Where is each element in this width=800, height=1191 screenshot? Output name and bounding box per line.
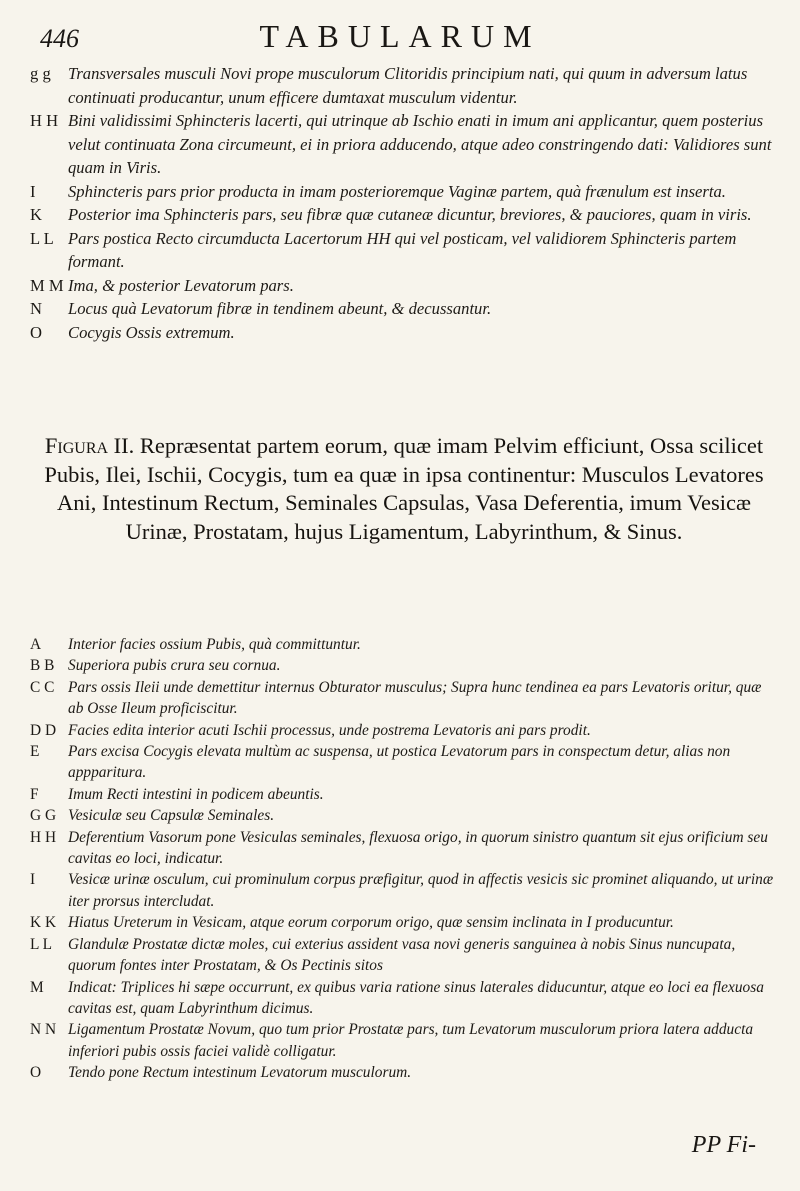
running-title: TABULARUM <box>259 18 541 54</box>
legend-text: Bini validissimi Sphincteris lacerti, qui utrinque ab Ischio enati in imum ani applicantur, quem posterius velut continuata Zona circumeunt, ei in priora adducendo, atque adeo constringendo dati: Validiores sunt quam in Viris. <box>68 111 772 177</box>
legend-text: Hiatus Ureterum in Vesicam, atque eorum corporum origo, quæ sensim inclinata in I producuntur. <box>68 914 674 932</box>
legend-text: Tendo pone Rectum intestinum Levatorum musculorum. <box>68 1064 412 1082</box>
legend-entry <box>30 805 778 826</box>
legend-text: Glandulæ Prostatæ dictæ moles, cui exterius assident vasa novi generis sanguinea à nobis Sinus nuncupata, quorum fontes inter Prostatam, & Os Pectinis sitos <box>68 935 736 975</box>
legend-entry <box>30 655 778 676</box>
legend-entry <box>30 62 778 109</box>
legend-entry <box>30 720 778 741</box>
legend-key: F <box>30 785 39 803</box>
legend-list-figure-2 <box>30 634 778 1084</box>
legend-key: O <box>30 322 42 342</box>
legend-text: Imum Recti intestini in podicem abeuntis. <box>68 785 324 803</box>
legend-entry <box>30 934 778 977</box>
legend-entry <box>30 634 778 655</box>
legend-text: Transversales musculi Novi prope musculorum Clitoridis principium nati, qui quum in adversum latus continuati producantur, unum efficere dumtaxat musculum videntur. <box>68 64 748 107</box>
legend-key: C C <box>30 678 55 696</box>
legend-key: L L <box>30 935 53 953</box>
legend-entry <box>30 297 778 321</box>
legend-text: Deferentium Vasorum pone Vesiculas seminales, flexuosa origo, in quorum sinistro quantum sit ejus orificium seu cavitas eo loci, indicatur. <box>68 828 768 868</box>
catchword: PP Fi- <box>691 1132 756 1158</box>
legend-key: H H <box>30 111 59 130</box>
legend-text: Superiora pubis crura seu cornua. <box>68 657 281 675</box>
legend-key: M <box>30 978 44 996</box>
legend-text: Interior facies ossium Pubis, quà committuntur. <box>68 636 361 653</box>
legend-entry <box>30 180 778 204</box>
legend-entry <box>30 827 778 870</box>
legend-key: g g <box>30 64 51 83</box>
legend-entry <box>30 677 778 720</box>
legend-text: Vesiculæ seu Capsulæ Seminales. <box>68 807 275 825</box>
legend-entry <box>30 1062 778 1083</box>
legend-list-figure-1 <box>30 62 778 344</box>
legend-entry <box>30 1019 778 1062</box>
legend-key: L L <box>30 228 54 248</box>
legend-entry <box>30 274 778 298</box>
page-number: 446 <box>40 24 79 53</box>
legend-text: Ima, & posterior Levatorum pars. <box>68 275 294 295</box>
legend-text: Cocygis Ossis extremum. <box>68 322 235 342</box>
legend-text: Locus quà Levatorum fibræ in tendinem abeunt, & decussantur. <box>68 299 492 318</box>
legend-text: Ligamentum Prostatæ Novum, quo tum prior Prostatæ pars, tum Levatorum musculorum priora latera adducta inferiori pubis ossis faciei validè colligatur. <box>68 1021 754 1060</box>
legend-key: H H <box>30 828 57 846</box>
legend-text: Pars postica Recto circumducta Lacertorum HH qui vel posticam, vel validiorem Sphincteris partem formant. <box>68 228 737 271</box>
legend-key: K <box>30 205 42 224</box>
legend-key: E <box>30 743 40 761</box>
legend-key: A <box>30 636 42 653</box>
page-header <box>30 18 770 52</box>
legend-entry <box>30 321 778 345</box>
legend-key: I <box>30 871 36 889</box>
figure-caption-lead: Figura II. <box>44 433 135 458</box>
legend-text: Vesicæ urinæ osculum, cui prominulum corpus præfigitur, quod in affectis vesicis sic prominet aliquando, ut urinæ iter prorsus intercludat. <box>68 871 774 910</box>
legend-entry <box>30 912 778 933</box>
legend-key: B B <box>30 657 55 675</box>
legend-entry <box>30 977 778 1020</box>
legend-text: Posterior ima Sphincteris pars, seu fibræ quæ cutaneæ dicuntur, breviores, & pauciores, quam in viris. <box>68 205 752 224</box>
legend-text: Pars ossis Ileii unde demettitur internus Obturator musculus; Supra hunc tendinea ea pars Levatoris oritur, quæ ab Osse Ileum proficiscitur. <box>68 678 762 718</box>
legend-key: K K <box>30 914 57 932</box>
legend-entry <box>30 203 778 227</box>
legend-key: M M <box>30 275 64 295</box>
legend-key: I <box>30 181 36 201</box>
legend-entry <box>30 227 778 274</box>
legend-key: N <box>30 299 42 318</box>
figure-caption <box>34 432 774 546</box>
legend-entry <box>30 784 778 805</box>
legend-key: G G <box>30 807 57 825</box>
legend-entry <box>30 741 778 784</box>
legend-text: Indicat: Triplices hi sæpe occurrunt, ex quibus varia ratione sinus laterales diducuntur, atque eo loci ea flexuosa cavitas est, quam Labyrinthum dicimus. <box>68 978 764 1017</box>
legend-text: Sphincteris pars prior producta in imam posterioremque Vaginæ partem, quà frænulum est inserta. <box>68 181 726 201</box>
legend-key: N N <box>30 1021 57 1039</box>
legend-key: O <box>30 1064 42 1082</box>
legend-text: Pars excisa Cocygis elevata multùm ac suspensa, ut postica Levatorum pars in conspectum detur, alias non appparitura. <box>68 743 731 782</box>
legend-key: D D <box>30 721 57 739</box>
legend-text: Facies edita interior acuti Ischii processus, unde postrema Levatoris ani pars prodit. <box>68 721 591 739</box>
legend-entry <box>30 109 778 180</box>
figure-caption-text: Repræsentat partem eorum, quæ imam Pelvim efficiunt, Ossa scilicet Pubis, Ilei, Ischii, Cocygis, tum ea quæ in ipsa continentur: Musculos Levatores Ani, Intestinum Rectum, Seminales Capsulas, Vasa Deferentia, imum Vesicæ Urinæ, Prostatam, hujus Ligamentum, Labyrinthum, & Sinus. <box>44 433 764 544</box>
legend-entry <box>30 869 778 912</box>
